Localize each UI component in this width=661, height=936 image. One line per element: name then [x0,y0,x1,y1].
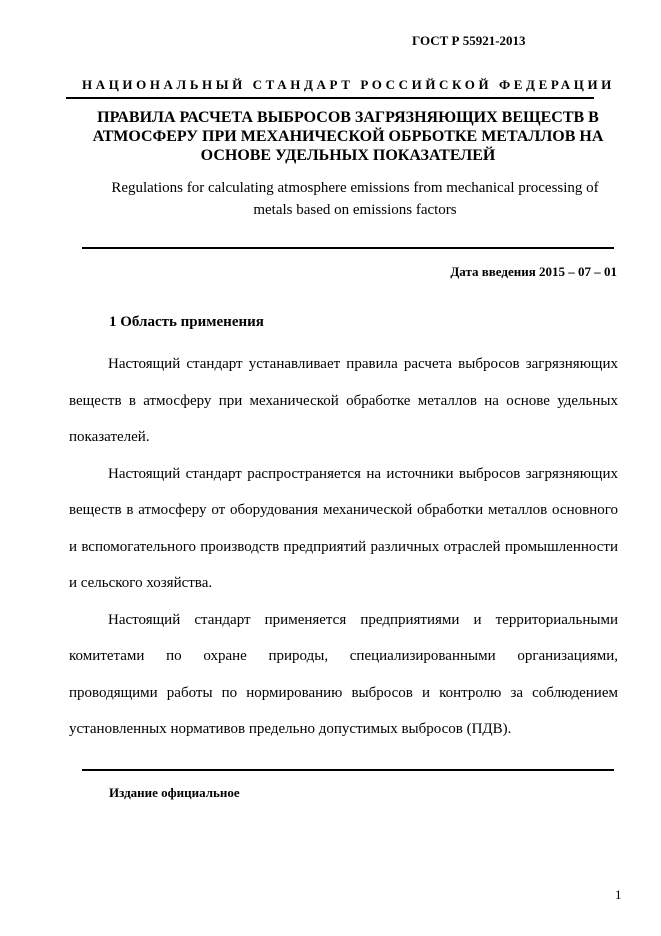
official-edition-label: Издание официальное [109,785,240,800]
document-title-russian: ПРАВИЛА РАСЧЕТА ВЫБРОСОВ ЗАГРЯЗНЯЮЩИХ ВЕЩЕСТВ В АТМОСФЕРУ ПРИ МЕХАНИЧЕСКОЙ ОБРБОТКЕ МЕТАЛЛОВ НА ОСНОВЕ УДЕЛЬНЫХ ПОКАЗАТЕЛЕЙ [92,109,604,164]
footer-divider [82,769,614,771]
document-code: ГОСТ Р 55921-2013 [412,33,526,48]
national-standard-header: НАЦИОНАЛЬНЫЙ СТАНДАРТ РОССИЙСКОЙ ФЕДЕРАЦИИ [82,77,615,92]
header-divider [66,97,594,99]
section-body [69,346,618,748]
paragraph-scope: Настоящий стандарт устанавливает правила расчета выбросов загрязняющих веществ в атмосферу при механической обработке металлов на основе удельных показателей. [69,356,618,445]
document-title-english: Regulations for calculating atmosphere emissions from mechanical processing of metals based on emissions factors [111,180,599,218]
paragraph-users: Настоящий стандарт применяется предприятиями и территориальными комитетами по охране природы, специализированными организациями, проводящими работы по нормированию выбросов и контролю за соблюдением установленных нормативов предельно допустимых выбросов (ПДВ). [69,611,618,737]
paragraph-applicability: Настоящий стандарт распространяется на источники выбросов загрязняющих веществ в атмосферу от оборудования механической обработки металлов основного и вспомогательного производств предприятий различных отраслей промышленности и сельского хозяйства. [69,465,618,591]
section-heading: 1 Область применения [109,314,264,330]
page-number: 1 [615,887,622,902]
title-divider [82,247,614,249]
introduction-date: Дата введения 2015 – 07 – 01 [450,264,617,279]
